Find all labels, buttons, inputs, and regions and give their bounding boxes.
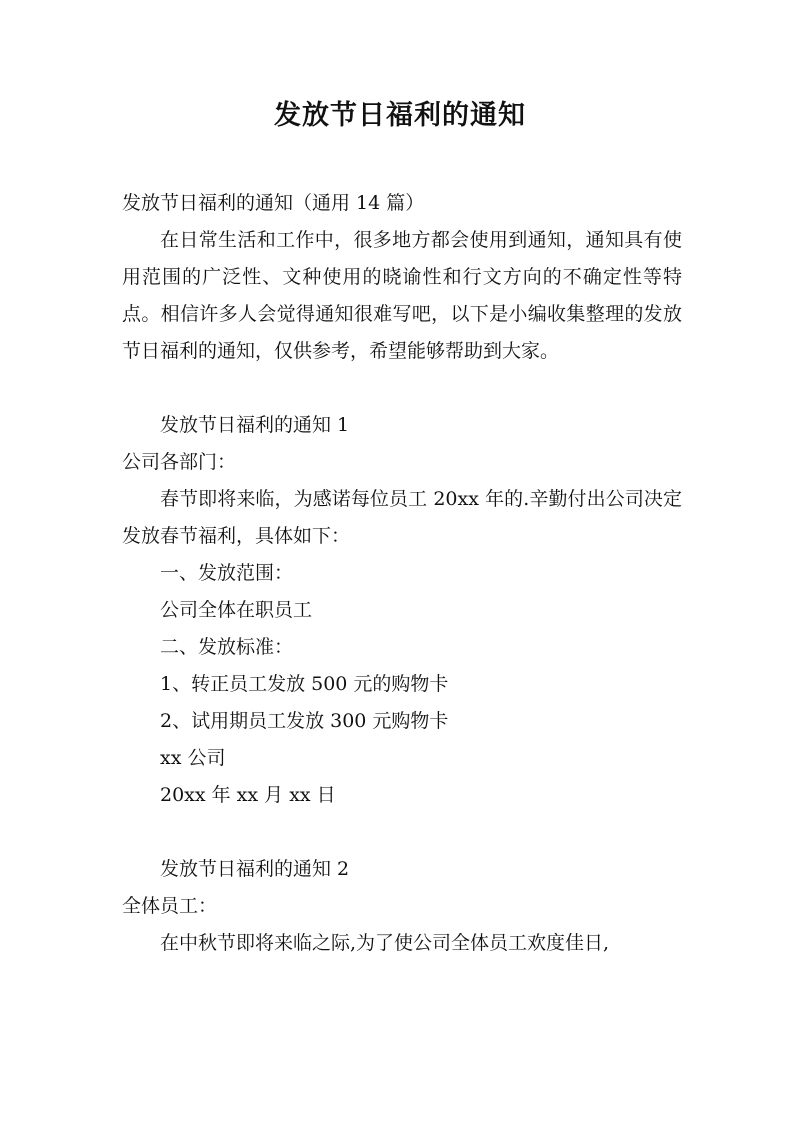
page-title: 发放节日福利的通知: [274, 100, 526, 131]
notice-1-heading: 发放节日福利的通知 1: [160, 414, 350, 436]
notice-1-item-1: 1、转正员工发放 500 元的购物卡: [160, 673, 449, 695]
notice-1-date: 20xx 年 xx 月 xx 日: [160, 784, 336, 806]
document-subtitle: 发放节日福利的通知（通用 14 篇）: [122, 192, 425, 214]
notice-1-recipient: 公司各部门：: [122, 451, 237, 473]
notice-1-section-2-title: 二、发放标准：: [160, 636, 294, 658]
notice-2-recipient: 全体员工：: [122, 895, 218, 917]
notice-1-item-2: 2、试用期员工发放 300 元购物卡: [160, 710, 449, 732]
notice-2-body: 在中秋节即将来临之际,为了使公司全体员工欢度佳日,: [160, 932, 610, 954]
intro-paragraph: 在日常生活和工作中，很多地方都会使用到通知，通知具有使用范围的广泛性、文种使用的晓谕性和行文方向的不确定性等特点。相信许多人会觉得通知很难写吧，以下是小编收集整理的发放节日福利的通知，仅供参考，希望能够帮助到大家。: [122, 229, 682, 362]
notice-2-heading: 发放节日福利的通知 2: [160, 858, 350, 880]
notice-1-section-1-title: 一、发放范围：: [160, 562, 294, 584]
notice-1-signature: xx 公司: [160, 747, 226, 769]
spacer: [122, 370, 682, 407]
notice-1-section-1-content: 公司全体在职员工: [160, 599, 313, 621]
notice-1-body: 春节即将来临，为感诺每位员工 20xx 年的.辛勤付出公司决定发放春节福利，具体如下：: [122, 488, 682, 547]
spacer: [122, 814, 682, 851]
document-body: [122, 185, 682, 962]
